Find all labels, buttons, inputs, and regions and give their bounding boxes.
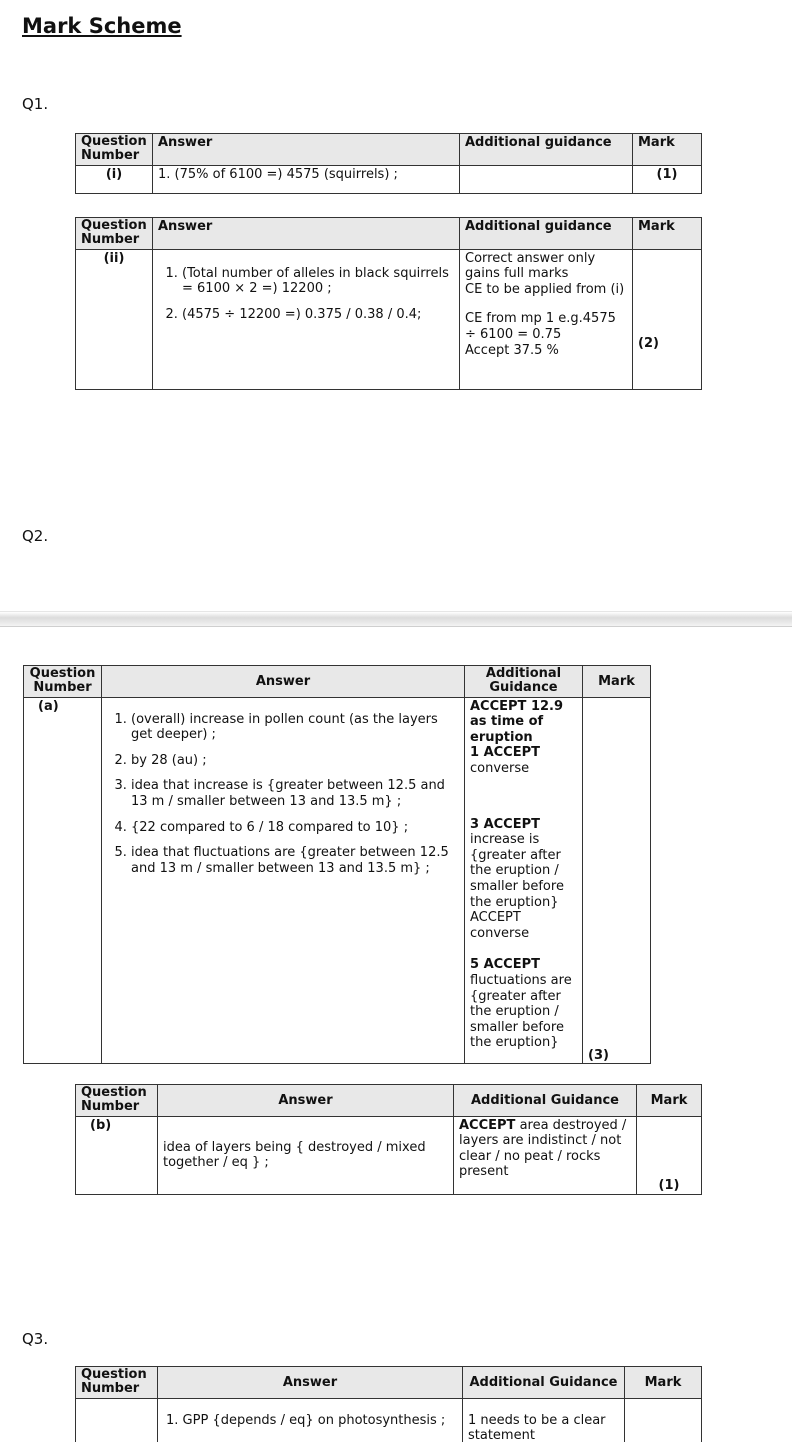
- mark-cell: (3): [583, 697, 651, 1063]
- guidance-line: CE to be applied from (i): [465, 281, 625, 297]
- guidance-cell: [460, 249, 633, 389]
- answer-point: 2. (4575 ÷ 12200 =) 0.375 / 0.38 / 0.4;: [182, 307, 454, 323]
- header-mark: Mark: [583, 666, 651, 698]
- header-mark: Mark: [633, 218, 702, 250]
- guidance-line: 1 ACCEPT: [470, 745, 540, 761]
- guidance-cell: 1 needs to be a clear statement: [463, 1398, 625, 1442]
- mark-cell: (1): [637, 1116, 702, 1194]
- answer-cell: idea of layers being { destroyed / mixed together / eq } ;: [158, 1116, 454, 1194]
- question-number-cell: (b): [76, 1116, 158, 1194]
- q3-table-clip: [75, 1366, 703, 1442]
- answer-point: 1. (Total number of alleles in black squirrels = 6100 × 2 =) 12200 ;: [182, 266, 454, 297]
- guidance-line: ACCEPT 12.9 as time of eruption: [470, 698, 564, 745]
- question-number-cell: (ii): [76, 249, 153, 389]
- answer-cell: [153, 249, 460, 389]
- header-question-number: Question Number: [76, 1367, 158, 1399]
- question-label-q3: Q3.: [22, 1330, 49, 1348]
- header-question-number: Question Number: [76, 134, 153, 166]
- header-mark: Mark: [625, 1367, 702, 1399]
- guidance-line: 3 ACCEPT: [470, 816, 540, 832]
- header-answer: Answer: [158, 1085, 454, 1117]
- answer-point: 1. (overall) increase in pollen count (as the layers get deeper) ;: [131, 712, 459, 743]
- answer-point: 2. by 28 (au) ;: [131, 753, 459, 769]
- header-additional-guidance: Additional guidance: [460, 134, 633, 166]
- guidance-line: Accept 37.5 %: [465, 342, 559, 358]
- guidance-line: converse: [470, 760, 530, 776]
- header-question-number: Question Number: [24, 666, 102, 698]
- mark-cell: (1): [633, 165, 702, 193]
- question-number-cell: [76, 1398, 158, 1442]
- question-number-cell: (i): [76, 165, 153, 193]
- header-answer: Answer: [153, 218, 460, 250]
- mark-cell: (2): [633, 249, 702, 389]
- q2-part-a-table: [23, 665, 651, 1064]
- q1-part-ii-table: [75, 217, 702, 390]
- header-answer: Answer: [158, 1367, 463, 1399]
- answer-point: 4. {22 compared to 6 / 18 compared to 10} ;: [131, 820, 459, 836]
- q3-table: [75, 1366, 702, 1442]
- answer-cell: 1. (75% of 6100 =) 4575 (squirrels) ;: [153, 165, 460, 193]
- guidance-line: increase is {greater after the eruption / smaller before the eruption}: [470, 832, 564, 910]
- answer-point: 3. idea that increase is {greater between 12.5 and 13 m / smaller between 13 and 13.5 m} ;: [131, 778, 459, 809]
- guidance-line: 5 ACCEPT: [470, 957, 540, 973]
- header-additional-guidance: Additional Guidance: [454, 1085, 637, 1117]
- guidance-line: Correct answer only gains full marks: [465, 250, 596, 282]
- answer-point: 5. idea that fluctuations are {greater between 12.5 and 13 m / smaller between 13 and 13.5 m} ;: [131, 845, 459, 876]
- guidance-accept: ACCEPT: [459, 1117, 516, 1133]
- header-answer: Answer: [153, 134, 460, 166]
- guidance-cell: [465, 697, 583, 1063]
- guidance-line: CE from mp 1 e.g.4575 ÷ 6100 = 0.75: [465, 311, 616, 342]
- q1-part-i-table: [75, 133, 702, 194]
- page-divider: [0, 611, 792, 627]
- header-additional-guidance: Additional guidance: [460, 218, 633, 250]
- question-label-q2: Q2.: [22, 527, 49, 545]
- guidance-cell: [454, 1116, 637, 1194]
- mark-cell: [625, 1398, 702, 1442]
- guidance-line: ACCEPT converse: [470, 910, 530, 941]
- question-number-cell: (a): [24, 697, 102, 1063]
- page-title: Mark Scheme: [22, 14, 182, 38]
- guidance-text: area destroyed / layers are indistinct / not clear / no peat / rocks present: [459, 1117, 627, 1180]
- header-question-number: Question Number: [76, 1085, 158, 1117]
- header-answer: Answer: [102, 666, 465, 698]
- header-mark: Mark: [633, 134, 702, 166]
- q2-part-b-table: [75, 1084, 702, 1195]
- header-additional-guidance: Additional Guidance: [465, 666, 583, 698]
- question-label-q1: Q1.: [22, 95, 49, 113]
- guidance-line: fluctuations are {greater after the eruption / smaller before the eruption}: [470, 972, 572, 1051]
- guidance-cell: [460, 165, 633, 193]
- answer-cell: [102, 697, 465, 1063]
- header-additional-guidance: Additional Guidance: [463, 1367, 625, 1399]
- header-question-number: Question Number: [76, 218, 153, 250]
- answer-cell: 1. GPP {depends / eq} on photosynthesis ;: [158, 1398, 463, 1442]
- header-mark: Mark: [637, 1085, 702, 1117]
